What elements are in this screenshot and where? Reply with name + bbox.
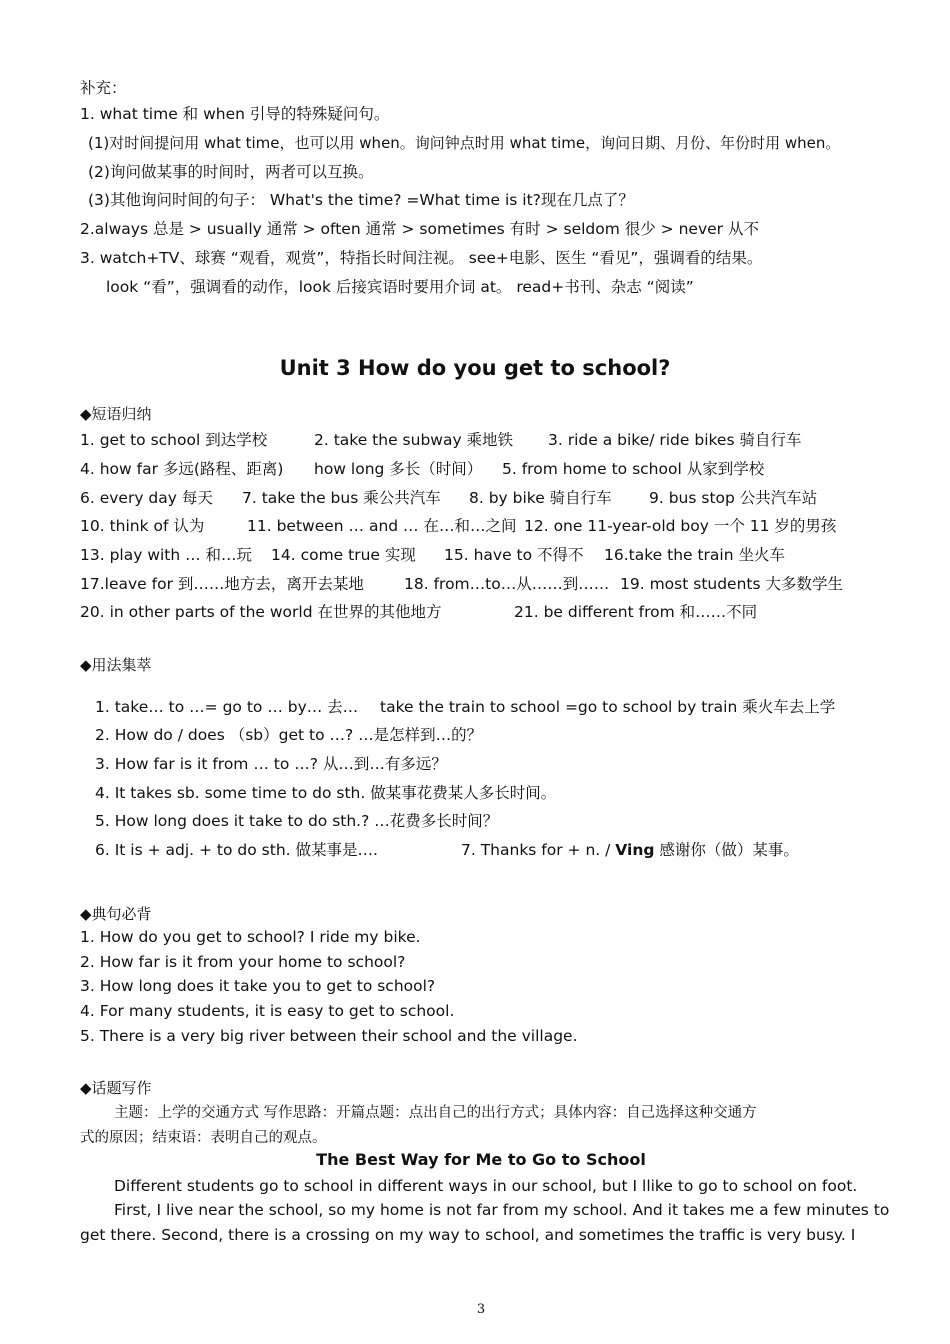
phrase-item: 18. from…to…从……到…… <box>404 575 610 593</box>
usage-header: ◆用法集萃 <box>80 656 152 674</box>
phrase-item: 14. come true 实现 <box>271 546 416 564</box>
phrase-item: how long 多长（时间） <box>314 460 483 478</box>
sentence-item: 3. How long does it take you to get to school? <box>80 977 436 995</box>
phrase-item: 21. be different from 和……不同 <box>514 603 758 621</box>
page-number: 3 <box>476 1302 486 1317</box>
phrase-item: 3. ride a bike/ ride bikes 骑自行车 <box>548 431 802 449</box>
phrase-item: 5. from home to school 从家到学校 <box>502 460 765 478</box>
writing-header: ◆话题写作 <box>80 1079 152 1097</box>
phrase-item: 17.leave for 到……地方去，离开去某地 <box>80 575 364 593</box>
supplement-line-5: 2.always 总是 > usually 通常 > often 通常 > sometimes 有时 > seldom 很少 > never 从不 <box>80 220 759 238</box>
supplement-header: 补充： <box>80 79 127 97</box>
sentences-header: ◆典句必背 <box>80 905 152 923</box>
phrase-item: 9. bus stop 公共汽车站 <box>649 489 818 507</box>
phrase-row <box>80 459 764 479</box>
usage-item-5: 5. How long does it take to do sth.? …花费多长时间？ <box>95 812 499 830</box>
phrase-item: 10. think of 认为 <box>80 517 205 535</box>
unit-title: Unit 3 How do you get to school? <box>279 356 671 380</box>
sentence-item: 5. There is a very big river between their school and the village. <box>80 1027 578 1045</box>
sentence-item: 1. How do you get to school? I ride my bike. <box>80 928 421 946</box>
usage-item-3: 3. How far is it from … to …? 从…到…有多远？ <box>95 755 447 773</box>
phrase-item: 16.take the train 坐火车 <box>604 546 785 564</box>
usage-item-6: 6. It is + adj. + to do sth. 做某事是…. <box>95 841 378 859</box>
phrase-item: 11. between … and … 在…和…之间 <box>247 517 517 535</box>
supplement-line-6: 3. watch+TV、球赛 “观看，观赏”，特指长时间注视。 see+电影、医生 “看见”，强调看的结果。 <box>80 249 763 267</box>
phrase-row <box>80 516 836 536</box>
phrase-item: 13. play with … 和…玩 <box>80 546 253 564</box>
usage-item-1: 1. take… to …= go to … by… 去… take the train to school =go to school by train 乘火车去上学 <box>95 698 836 716</box>
phrase-row <box>80 574 843 594</box>
phrase-row <box>80 602 757 622</box>
writing-intro-line-1: 主题：上学的交通方式 写作思路：开篇点题：点出自己的出行方式；具体内容：自己选择这种交通方 <box>114 1105 757 1121</box>
phrase-item: 12. one 11-year-old boy 一个 11 岁的男孩 <box>524 517 837 535</box>
usage-item-2: 2. How do / does （sb）get to …? …是怎样到…的？ <box>95 726 483 744</box>
phrase-row <box>80 430 801 450</box>
phrase-item: 6. every day 每天 <box>80 489 213 507</box>
phrase-row <box>80 488 817 508</box>
supplement-line-3: (2)询问做某事的时间时，两者可以互换。 <box>88 163 374 181</box>
phrase-item: 4. how far 多远(路程、距离) <box>80 460 284 478</box>
phrase-item: 2. take the subway 乘地铁 <box>314 431 514 449</box>
phrase-item: 15. have to 不得不 <box>444 546 584 564</box>
phrase-item: 19. most students 大多数学生 <box>620 575 843 593</box>
phrase-item: 7. take the bus 乘公共汽车 <box>242 489 441 507</box>
essay-line-3: get there. Second, there is a crossing on my way to school, and sometimes the traffic is very busy. I <box>80 1226 856 1244</box>
sentence-item: 2. How far is it from your home to school? <box>80 953 406 971</box>
phrase-item: 8. by bike 骑自行车 <box>469 489 612 507</box>
supplement-line-2: (1)对时间提问用 what time，也可以用 when。询问钟点时用 what time，询问日期、月份、年份时用 when。 <box>88 134 841 152</box>
supplement-line-1: 1. what time 和 when 引导的特殊疑问句。 <box>80 105 390 123</box>
usage-item-6-7 <box>95 840 799 860</box>
phrase-item: 20. in other parts of the world 在世界的其他地方 <box>80 603 442 621</box>
usage-item-7: 7. Thanks for + n. / Ving 感谢你（做）某事。 <box>461 841 799 859</box>
essay-line-1: Different students go to school in different ways in our school, but I llike to go to school on foot. <box>114 1177 858 1195</box>
phrases-header: ◆短语归纳 <box>80 405 152 423</box>
supplement-line-7: look “看”，强调看的动作，look 后接宾语时要用介词 at。 read+书刊、杂志 “阅读” <box>106 278 694 296</box>
phrase-row <box>80 545 785 565</box>
writing-intro-line-2: 式的原因；结束语：表明自己的观点。 <box>80 1130 327 1146</box>
phrase-item: 1. get to school 到达学校 <box>80 431 268 449</box>
sentence-item: 4. For many students, it is easy to get to school. <box>80 1002 455 1020</box>
essay-line-2: First, I live near the school, so my home is not far from my school. And it takes me a few minutes to <box>114 1201 890 1219</box>
essay-title: The Best Way for Me to Go to School <box>316 1150 646 1169</box>
usage-item-4: 4. It takes sb. some time to do sth. 做某事花费某人多长时间。 <box>95 784 557 802</box>
supplement-line-4: (3)其他询问时间的句子： What's the time? =What time is it?现在几点了？ <box>88 191 634 209</box>
